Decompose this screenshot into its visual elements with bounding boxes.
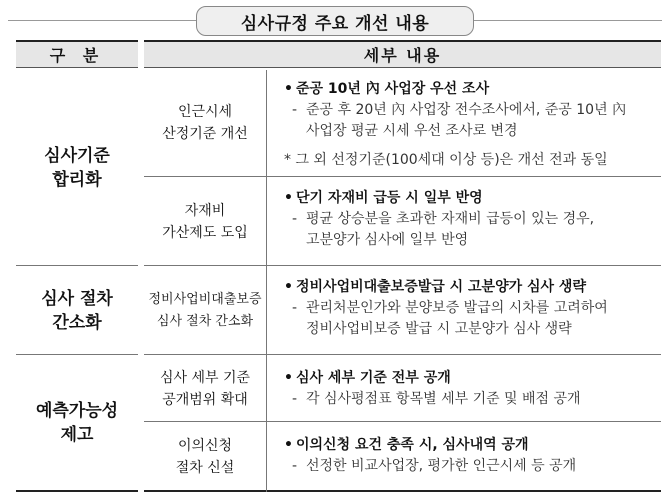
header-details: 세부 내용 [144, 40, 661, 68]
header-category: 구 분 [16, 40, 138, 68]
detail-material-cost: • 단기 자재비 급등 시 일부 반영 - 평균 상승분을 초과한 자재비 급등이 있는 경우, 고분양가 심사에 일부 반영 [266, 178, 661, 266]
title-rule-left [8, 20, 196, 21]
page-title: 심사규정 주요 개선 내용 [196, 6, 474, 36]
sub-disclosure: 심사 세부 기준 공개범위 확대 [144, 356, 266, 422]
detail-objection: • 이의신청 요건 충족 시, 심사내역 공개 - 선정한 비교사업장, 평가한 인근시세 등 공개 [266, 423, 661, 492]
category-criteria: 심사기준 합리화 [16, 70, 138, 266]
detail-market-price: • 준공 10년 內 사업장 우선 조사 - 준공 후 20년 內 사업장 전수조사에서, 준공 10년 內 사업장 평균 시세 우선 조사로 변경 * 그 외 선정기준(100세대 이상 등)은 개선 전과 동일 [266, 70, 661, 177]
sub-maintenance-loan: 정비사업비대출보증 심사 절차 간소화 [144, 267, 266, 355]
sub-market-price: 인근시세 산정기준 개선 [144, 70, 266, 177]
sub-objection: 이의신청 절차 신설 [144, 423, 266, 492]
sub-material-cost: 자재비 가산제도 도입 [144, 178, 266, 266]
category-predictability: 예측가능성 제고 [16, 356, 138, 492]
detail-maintenance-loan: • 정비사업비대출보증발급 시 고분양가 심사 생략 - 관리처분인가와 분양보증 발급의 시차를 고려하여 정비사업비보증 발급 시 고분양가 심사 생략 [266, 267, 661, 355]
column-divider [266, 70, 267, 492]
title-rule-right [472, 20, 662, 21]
category-procedure: 심사 절차 간소화 [16, 267, 138, 355]
detail-disclosure: • 심사 세부 기준 전부 공개 - 각 심사평점표 항목별 세부 기준 및 배점 공개 [266, 356, 661, 422]
